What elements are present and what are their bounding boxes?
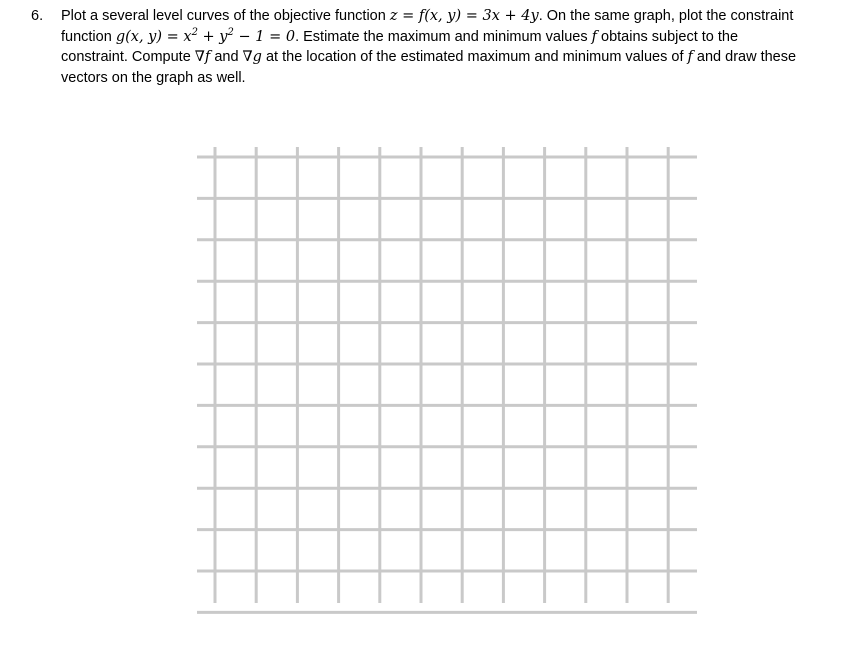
statement-text: vectors on the graph as well. (61, 69, 246, 86)
statement-text: constraint. Compute (61, 49, 195, 65)
math-expression: f (591, 28, 597, 45)
statement-text: and (210, 49, 243, 65)
statement-text: . Estimate the maximum and minimum values (295, 28, 592, 45)
statement-text: Plot a several level curves of the objective function (61, 8, 390, 24)
statement-text: . On the same graph, plot the constraint (538, 8, 794, 24)
statement-text: function (61, 28, 116, 45)
problem-number: 6. (31, 8, 44, 24)
statement-text: obtains subject to the (596, 28, 739, 45)
math-expression: ∇g (242, 49, 262, 65)
math-expression: ∇f (194, 49, 211, 65)
math-expression: g(x, $y) = x^2 + y^2 - 1 = 0$ (115, 26, 296, 45)
statement-text: at the location of the estimated maximum and minimum values of (261, 49, 688, 65)
math-expression: z = f(x, y) = 3x + 4y (389, 8, 539, 24)
statement-text: and draw these (692, 49, 797, 65)
math-expression: f (687, 49, 693, 65)
